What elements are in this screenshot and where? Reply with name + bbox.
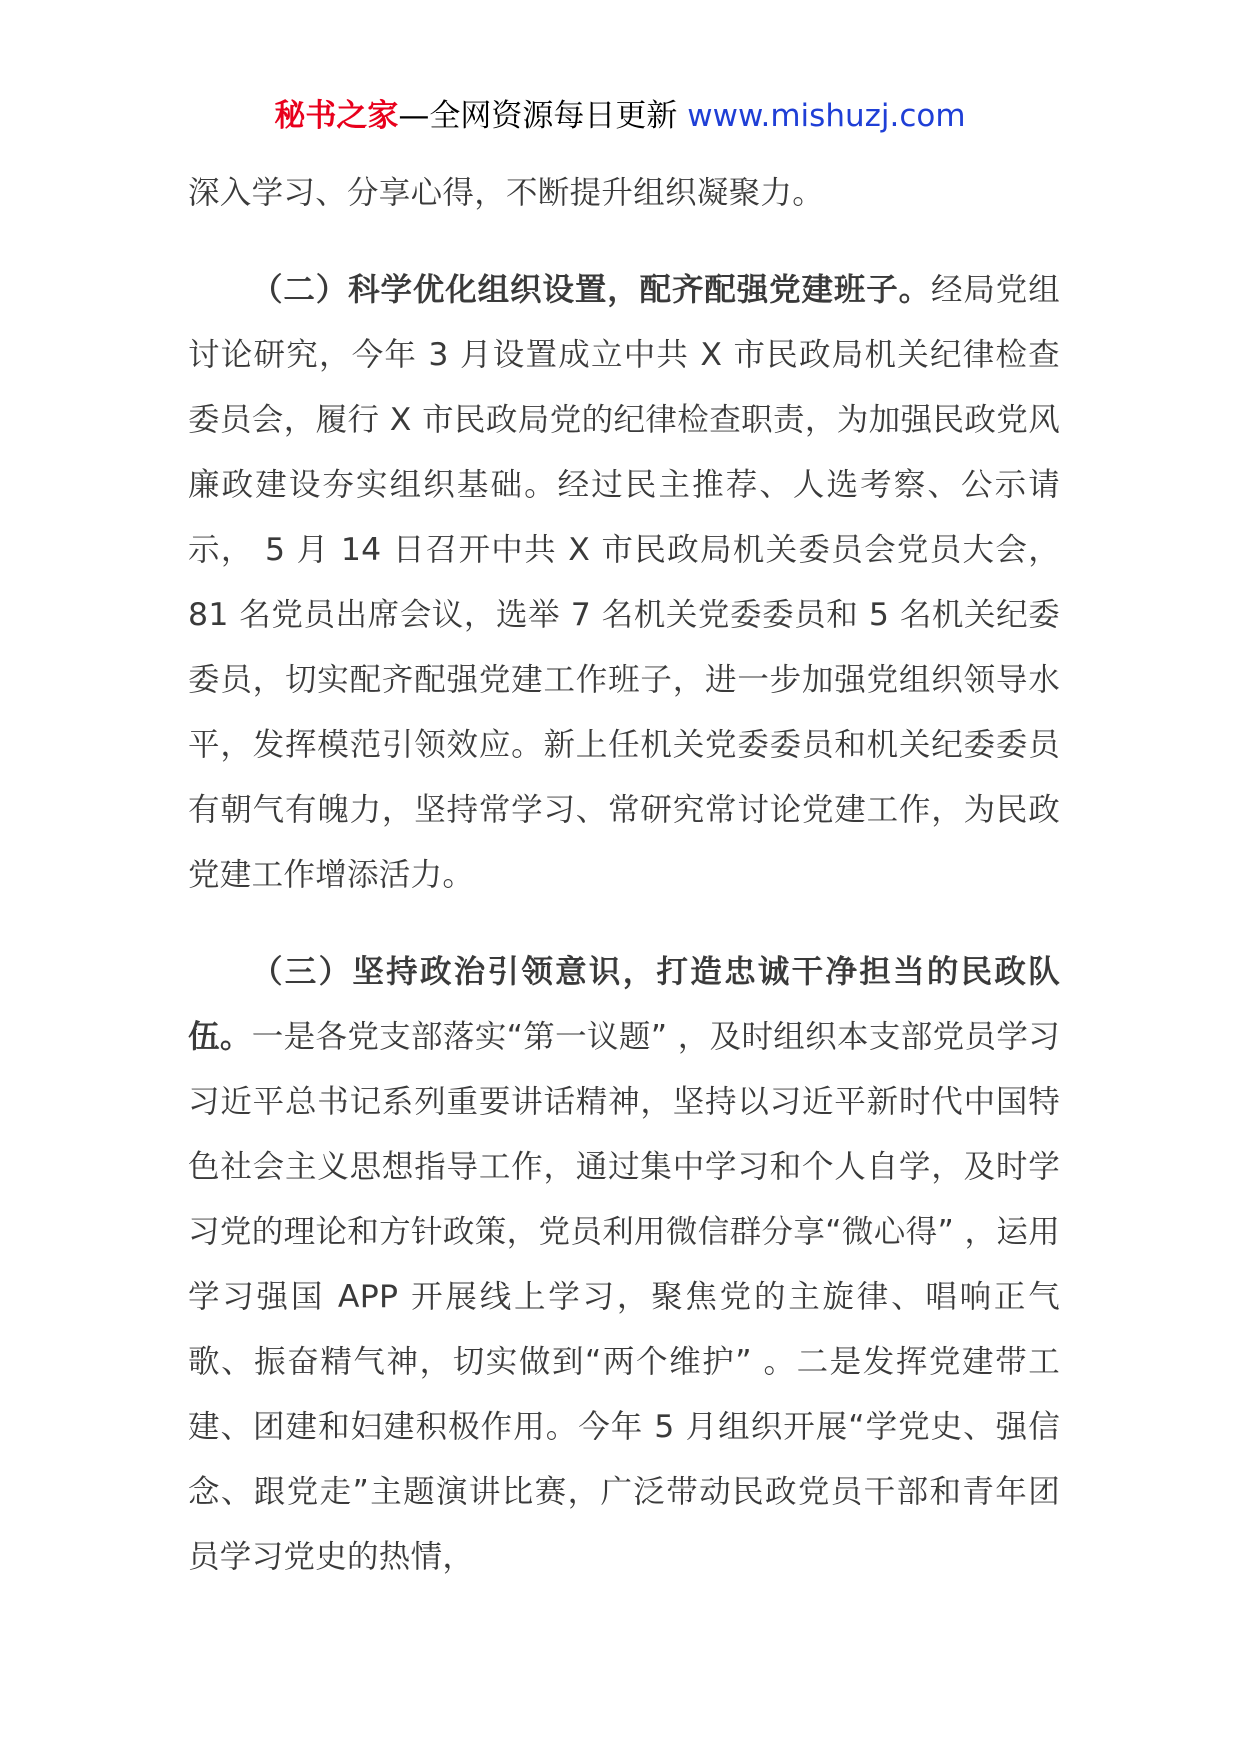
document-body bbox=[188, 161, 1060, 1590]
site-url-link[interactable]: www.mishuzj.com bbox=[687, 98, 966, 134]
section-heading: （二）科学优化组织设置，配齐配强党建班子。 bbox=[251, 272, 932, 308]
site-brand: 秘书之家 bbox=[274, 98, 399, 134]
paragraph-continuation bbox=[188, 161, 1060, 226]
paragraph-section-2 bbox=[188, 258, 1060, 908]
site-header bbox=[0, 96, 1240, 136]
section-heading: （三）坚持政治引领意识，打造忠诚干净担当的民政队伍。 bbox=[188, 954, 1060, 1055]
paragraph-section-3 bbox=[188, 940, 1060, 1590]
paragraph-body: 一是各党支部落实“第一议题” ，及时组织本支部党员学习习近平总书记系列重要讲话精神，坚持以习近平新时代中国特色社会主义思想指导工作，通过集中学习和个人自学，及时学习党的理论和方针政策，党员利用微信群分享“微心得” ，运用学习强国 APP 开展线上学习，聚焦党的主旋律、唱响正气歌、振奋精气神，切实做到“两个维护” 。二是发挥党建带工建、团建和妇建积极作用。今年 5 月组织开展“学党史、强信念、跟党走”主题演讲比赛，广泛带动民政党员干部和青年团员学习党史的热情， bbox=[188, 1019, 1060, 1575]
paragraph-body: 经局党组讨论研究，今年 3 月设置成立中共 X 市民政局机关纪律检查委员会，履行 X 市民政局党的纪律检查职责，为加强民政党风廉政建设夯实组织基础。经过民主推荐、人选考察、公示请示， 5 月 14 日召开中共 X 市民政局机关委员会党员大会，81 名党员出席会议，选举 7 名机关党委委员和 5 名机关纪委委员，切实配齐配强党建工作班子，进一步加强党组织领导水平，发挥模范引领效应。新上任机关党委委员和机关纪委委员有朝气有魄力，坚持常学习、常研究常讨论党建工作，为民政党建工作增添活力。 bbox=[188, 272, 1060, 893]
paragraph-body: 深入学习、分享心得，不断提升组织凝聚力。 bbox=[188, 175, 825, 211]
site-tagline: —全网资源每日更新 bbox=[398, 98, 688, 134]
